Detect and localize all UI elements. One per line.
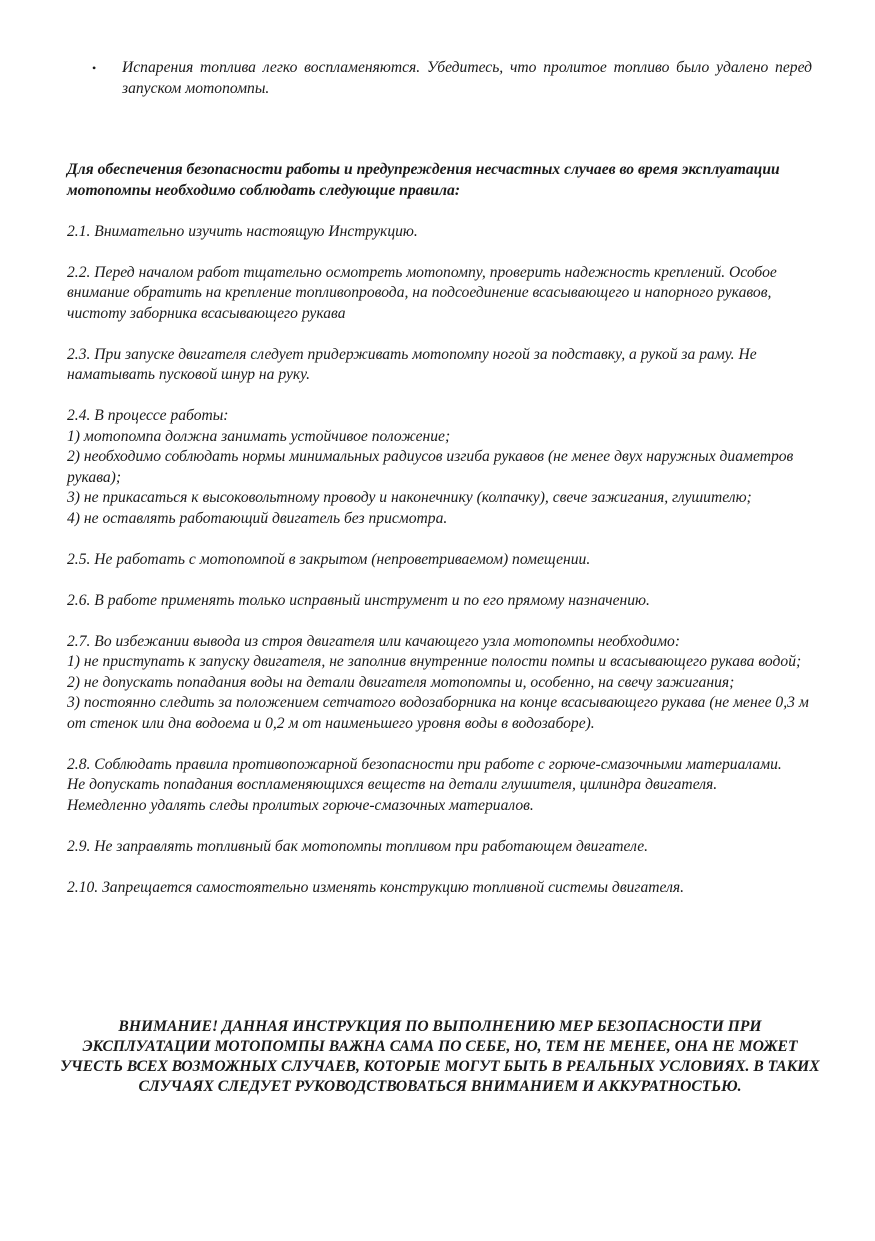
rules-list (67, 222, 815, 899)
rule-item (67, 550, 815, 571)
rule-item (67, 878, 815, 899)
rule-line: 3) не прикасаться к высоковольтному проводу и наконечнику (колпачку), свече зажигания, глушителю; (67, 489, 752, 506)
rule-line: 2.7. Во избежании вывода из строя двигателя или качающего узла мотопомпы необходимо: (67, 632, 681, 650)
list-item (90, 58, 812, 99)
fuel-warning-bullet (90, 58, 812, 99)
rule-line: 2.1. Внимательно изучить настоящую Инструкцию. (67, 222, 418, 240)
rule-line: 1) мотопомпа должна занимать устойчивое положение; (67, 427, 451, 445)
rule-line: 2) не допускать попадания воды на детали двигателя мотопомпы и, особенно, на свечу зажигания; (67, 673, 735, 691)
attention-notice: ВНИМАНИЕ! ДАННАЯ ИНСТРУКЦИЯ ПО ВЫПОЛНЕНИЮ МЕР БЕЗОПАСНОСТИ ПРИ ЭКСПЛУАТАЦИИ МОТОПОМПЫ ВАЖНА САМА ПО СЕБЕ, НО, ТЕМ НЕ МЕНЕЕ, ОНА НЕ МОЖЕТ УЧЕСТЬ ВСЕХ ВОЗМОЖНЫХ СЛУЧАЕВ, КОТОРЫЕ МОГУТ БЫТЬ В РЕАЛЬНЫХ УСЛОВИЯХ. В ТАКИХ СЛУЧАЯХ СЛЕДУЕТ РУКОВОДСТВОВАТЬСЯ ВНИМАНИЕМ И АККУРАТНОСТЬЮ. (60, 1018, 820, 1095)
rule-line: 2.4. В процессе работы: (67, 407, 229, 424)
rule-line: 2.2. Перед началом работ тщательно осмотреть мотопомпу, проверить надежность креплений. Особое внимание обратить на крепление топливопровода, на подсоединение всасывающего и напорного рукавов, чистоту заборника всасывающего рукава (67, 263, 777, 322)
bullet-symbol: • (92, 61, 97, 75)
rule-item (67, 345, 815, 386)
rule-item (67, 755, 815, 817)
rule-item (67, 263, 815, 325)
rules-intro: Для обеспечения безопасности работы и предупреждения несчастных случаев во время эксплуатации мотопомпы необходимо соблюдать следующие правила: (67, 161, 780, 199)
rule-item (67, 222, 815, 243)
bullet-text: Испарения топлива легко воспламеняются. Убедитесь, что пролитое топливо было удалено перед запуском мотопомпы. (122, 59, 812, 97)
rule-item (67, 632, 815, 735)
safety-rules-section (67, 160, 815, 919)
rule-line: 2.9. Не заправлять топливный бак мотопомпы топливом при работающем двигателе. (67, 837, 649, 855)
rule-line: 3) постоянно следить за положением сетчатого водозаборника на конце всасывающего рукава (не менее 0,3 м от стенок или дна водоема и 0,2 м от наименьшего уровня воды в водозаборе). (67, 694, 809, 732)
rule-line: 2) необходимо соблюдать нормы минимальных радиусов изгиба рукавов (не менее двух наружных диаметров рукава); (67, 448, 794, 486)
rule-line: 2.8. Соблюдать правила противопожарной безопасности при работе с горюче-смазочными материалами. (67, 755, 782, 773)
rule-line: 1) не приступать к запуску двигателя, не заполнив внутренние полости помпы и всасывающего рукава водой; (67, 653, 802, 670)
rule-item (67, 406, 815, 529)
rule-line: 2.3. При запуске двигателя следует придерживать мотопомпу ногой за подставку, а рукой за раму. Не наматывать пусковой шнур на руку. (67, 345, 757, 383)
rule-line: 2.5. Не работать с мотопомпой в закрытом (непроветриваемом) помещении. (67, 550, 591, 568)
rule-line: 2.10. Запрещается самостоятельно изменять конструкцию топливной системы двигателя. (67, 878, 685, 896)
rule-line: 2.6. В работе применять только исправный инструмент и по его прямому назначению. (67, 591, 650, 609)
rule-line: 4) не оставлять работающий двигатель без присмотра. (67, 509, 448, 527)
rule-line: Не допускать попадания воспламеняющихся веществ на детали глушителя, цилиндра двигателя. (67, 776, 718, 793)
rule-line: Немедленно удалять следы пролитых горюче-смазочных материалов. (67, 796, 534, 814)
rule-item (67, 591, 815, 612)
rule-item (67, 837, 815, 858)
